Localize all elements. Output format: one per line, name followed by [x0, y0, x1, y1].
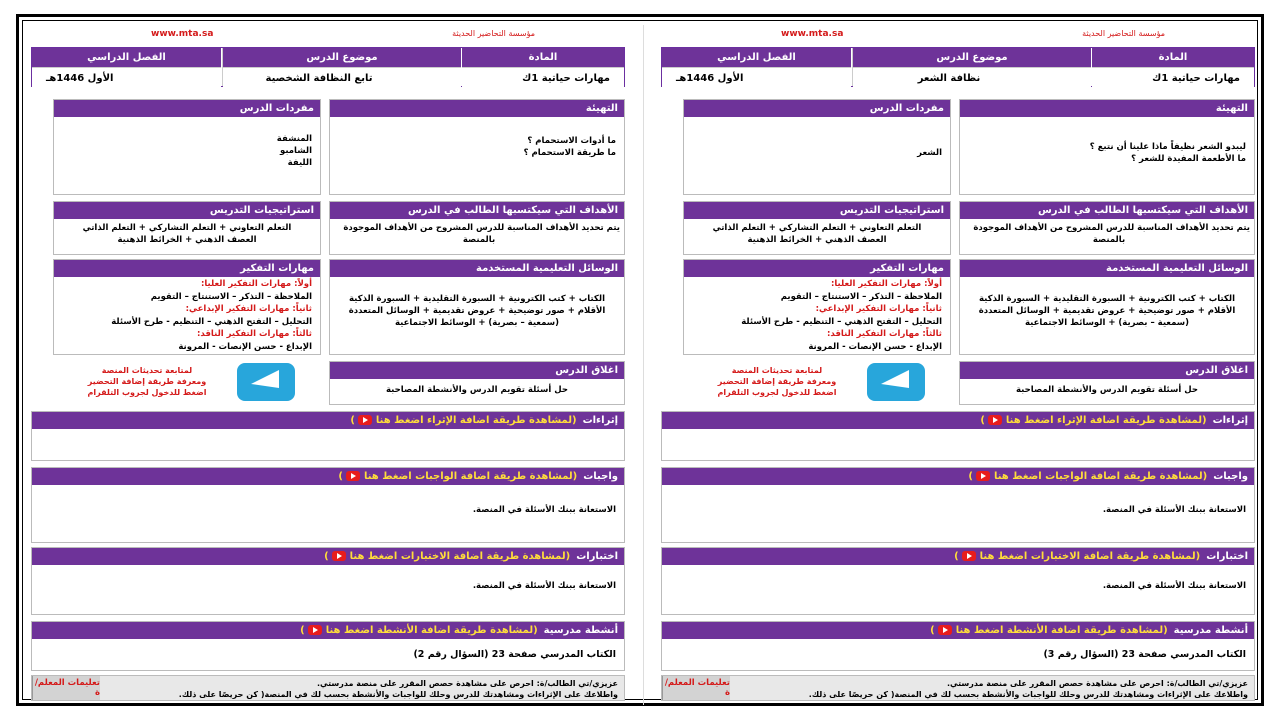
header-table — [661, 47, 1255, 87]
thinking-list-1: الملاحظة – التذكر – الاستنتاج – التقويم — [150, 291, 312, 302]
thinking-title: مهارات التفكير — [684, 260, 950, 277]
strategies-line-2: العصف الذهني + الخرائط الذهنية — [117, 235, 257, 245]
thinking-list-3: الإبداع - حسن الإنصات - المرونة — [808, 341, 942, 352]
lesson-page-1 — [661, 27, 1255, 701]
youtube-icon — [308, 625, 322, 635]
thinking-list-2: التحليل – التفتح الذهني – التنظيم - طرح الأسئلة — [741, 316, 942, 327]
subject-value: مهارات حياتية 1ك — [1092, 67, 1254, 88]
goals-box — [329, 201, 625, 255]
thinking-heading-2: ثانياً: مهارات التفكير الإبداعي: — [815, 304, 942, 314]
vocab-item: الليفة — [287, 158, 312, 168]
tests-section — [661, 547, 1255, 615]
subject-header: المادة — [462, 48, 624, 67]
goals-line-1: يتم تحديد الأهداف المناسبة للدرس المشروح من الأهداف الموجودة — [343, 223, 620, 233]
tools-line-3: (سمعية – بصرية) + الوسائط الاجتماعية — [1024, 318, 1190, 328]
document-inner-border — [22, 20, 1258, 700]
closing-box — [959, 361, 1255, 405]
tests-title: اختبارات — [576, 551, 618, 562]
thinking-list-2: التحليل – التفتح الذهني – التنظيم - طرح الأسئلة — [111, 316, 312, 327]
topic-header: موضوع الدرس — [223, 48, 461, 67]
closing-title: اغلاق الدرس — [960, 362, 1254, 379]
notes-line-1: عزيزي/تي الطالب/ة: احرص على مشاهدة حصص المقرر على منصة مدرستي. — [317, 679, 618, 688]
youtube-icon — [332, 551, 346, 561]
tests-section — [31, 547, 625, 615]
topic-header: موضوع الدرس — [853, 48, 1091, 67]
tools-box — [329, 259, 625, 355]
lesson-page-2 — [31, 27, 625, 701]
closing-text: حل أسئلة تقويم الدرس والأنشطة المصاحبة — [386, 385, 568, 395]
institution-name: مؤسسة التحاضير الحديثة — [452, 29, 535, 38]
term-header: الفصل الدراسي — [662, 48, 851, 67]
warmup-box — [329, 99, 625, 195]
activities-text: الكتاب المدرسي صفحة 23 (السؤال رقم 2) — [413, 649, 616, 660]
teacher-notes — [661, 675, 1255, 701]
activities-link[interactable]: (لمشاهدة طريقة اضافة الأنشطة اضغط هنا ) — [300, 625, 538, 636]
thinking-heading-1: أولاً: مهارات التفكير العليا: — [830, 279, 942, 289]
warmup-q1: ما أدوات الاستحمام ؟ — [527, 136, 616, 146]
youtube-icon — [346, 471, 360, 481]
vocab-box — [53, 99, 321, 195]
telegram-icon[interactable] — [237, 363, 295, 401]
teacher-notes-label: تعليمات المعلم/ة — [32, 676, 100, 700]
enrich-link[interactable]: (لمشاهدة طريقة اضافة الإثراء اضغط هنا ) — [350, 415, 577, 426]
goals-line-2: بالمنصة — [1092, 235, 1126, 245]
tests-title: اختبارات — [1206, 551, 1248, 562]
youtube-icon — [358, 415, 372, 425]
telegram-icon[interactable] — [867, 363, 925, 401]
telegram-line-3: اضغط للدخول لجروب التلقرام — [87, 388, 207, 397]
goals-title: الأهداف التي سيكتسبها الطالب في الدرس — [330, 202, 624, 219]
vocab-title: مفردات الدرس — [54, 100, 320, 117]
enrich-title: إثراءات — [1212, 415, 1248, 426]
teacher-notes-label: تعليمات المعلم/ة — [662, 676, 730, 700]
homework-text: الاستعانة ببنك الأسئلة في المنصة. — [1102, 505, 1246, 515]
tests-link[interactable]: (لمشاهدة طريقة اضافة الاختبارات اضغط هنا ) — [954, 551, 1201, 562]
vocab-title: مفردات الدرس — [684, 100, 950, 117]
subject-header: المادة — [1092, 48, 1254, 67]
enrich-title: إثراءات — [582, 415, 618, 426]
homework-text: الاستعانة ببنك الأسئلة في المنصة. — [472, 505, 616, 515]
homework-section — [661, 467, 1255, 543]
warmup-box — [959, 99, 1255, 195]
document-frame — [16, 14, 1264, 706]
warmup-title: التهيئة — [960, 100, 1254, 117]
strategies-line-1: التعلم التعاوني + التعلم التشاركي + التعلم الذاتي — [712, 223, 922, 233]
tests-text: الاستعانة ببنك الأسئلة في المنصة. — [1102, 581, 1246, 591]
tools-box — [959, 259, 1255, 355]
telegram-line-2: ومعرفة طريقة إضافة التحضير — [87, 377, 207, 386]
youtube-icon — [976, 471, 990, 481]
notes-line-1: عزيزي/تي الطالب/ة: احرص على مشاهدة حصص المقرر على منصة مدرستي. — [947, 679, 1248, 688]
tools-line-1: الكتاب + كتب الكترونية + السبورة التقليدية + السبورة الذكية — [979, 294, 1235, 304]
goals-line-2: بالمنصة — [462, 235, 496, 245]
telegram-promo[interactable] — [67, 365, 227, 398]
topic-value: نظافة الشعر — [853, 67, 1091, 88]
term-header: الفصل الدراسي — [32, 48, 221, 67]
tools-title: الوسائل التعليمية المستخدمة — [330, 260, 624, 277]
strategies-title: استراتيجيات التدريس — [684, 202, 950, 219]
telegram-line-1: لمتابعة تحديثات المنصة — [731, 366, 823, 375]
activities-link[interactable]: (لمشاهدة طريقة اضافة الأنشطة اضغط هنا ) — [930, 625, 1168, 636]
tools-line-1: الكتاب + كتب الكترونية + السبورة التقليدية + السبورة الذكية — [349, 294, 605, 304]
telegram-line-2: ومعرفة طريقة إضافة التحضير — [717, 377, 837, 386]
thinking-heading-2: ثانياً: مهارات التفكير الإبداعي: — [185, 304, 312, 314]
thinking-box — [683, 259, 951, 355]
thinking-title: مهارات التفكير — [54, 260, 320, 277]
telegram-promo[interactable] — [697, 365, 857, 398]
youtube-icon — [988, 415, 1002, 425]
activities-section — [31, 621, 625, 671]
header-table — [31, 47, 625, 87]
tools-title: الوسائل التعليمية المستخدمة — [960, 260, 1254, 277]
thinking-box — [53, 259, 321, 355]
enrich-section — [661, 411, 1255, 461]
homework-section — [31, 467, 625, 543]
homework-link[interactable]: (لمشاهدة طريقة اضافة الواجبات اضغط هنا ) — [968, 471, 1208, 482]
strategies-line-2: العصف الذهني + الخرائط الذهنية — [747, 235, 887, 245]
tests-text: الاستعانة ببنك الأسئلة في المنصة. — [472, 581, 616, 591]
activities-text: الكتاب المدرسي صفحة 23 (السؤال رقم 3) — [1043, 649, 1246, 660]
homework-title: واجبات — [1213, 471, 1248, 482]
topic-value: تابع النظافة الشخصية — [223, 67, 461, 88]
homework-link[interactable]: (لمشاهدة طريقة اضافة الواجبات اضغط هنا ) — [338, 471, 578, 482]
institution-name: مؤسسة التحاضير الحديثة — [1082, 29, 1165, 38]
youtube-icon — [962, 551, 976, 561]
tools-line-2: الأقلام + صور توضيحية + عروض تقديمية + الوسائل المتعددة — [348, 306, 606, 316]
homework-title: واجبات — [583, 471, 618, 482]
vocab-box — [683, 99, 951, 195]
thinking-heading-3: ثالثاً: مهارات التفكير الناقد: — [197, 329, 312, 339]
teacher-notes — [31, 675, 625, 701]
warmup-q1: ليبدو الشعر نظيفاً ماذا علينا أن نتبع ؟ — [1089, 142, 1246, 152]
tools-line-3: (سمعية – بصرية) + الوسائط الاجتماعية — [394, 318, 560, 328]
thinking-heading-3: ثالثاً: مهارات التفكير الناقد: — [827, 329, 942, 339]
site-url[interactable]: www.mta.sa — [151, 29, 214, 39]
notes-line-2: واطلاعك على الإثراءات ومشاهدتك للدرس وحلك للواجبات والأنشطة بحسب لك في المنصة( كن حريصًا على ذلك. — [178, 690, 618, 699]
thinking-list-1: الملاحظة – التذكر – الاستنتاج – التقويم — [780, 291, 942, 302]
closing-box — [329, 361, 625, 405]
term-value: الأول 1446هـ — [662, 67, 851, 88]
telegram-line-1: لمتابعة تحديثات المنصة — [101, 366, 193, 375]
subject-value: مهارات حياتية 1ك — [462, 67, 624, 88]
thinking-list-3: الإبداع - حسن الإنصات - المرونة — [178, 341, 312, 352]
closing-text: حل أسئلة تقويم الدرس والأنشطة المصاحبة — [1016, 385, 1198, 395]
telegram-line-3: اضغط للدخول لجروب التلقرام — [717, 388, 837, 397]
enrich-section — [31, 411, 625, 461]
enrich-link[interactable]: (لمشاهدة طريقة اضافة الإثراء اضغط هنا ) — [980, 415, 1207, 426]
strategies-box — [53, 201, 321, 255]
term-value: الأول 1446هـ — [32, 67, 221, 88]
strategies-title: استراتيجيات التدريس — [54, 202, 320, 219]
goals-line-1: يتم تحديد الأهداف المناسبة للدرس المشروح من الأهداف الموجودة — [973, 223, 1250, 233]
tests-link[interactable]: (لمشاهدة طريقة اضافة الاختبارات اضغط هنا ) — [324, 551, 571, 562]
goals-title: الأهداف التي سيكتسبها الطالب في الدرس — [960, 202, 1254, 219]
notes-line-2: واطلاعك على الإثراءات ومشاهدتك للدرس وحلك للواجبات والأنشطة بحسب لك في المنصة( كن حريصًا على ذلك. — [808, 690, 1248, 699]
youtube-icon — [938, 625, 952, 635]
vocab-item: الشعر — [917, 148, 942, 158]
vocab-item: الشامبو — [279, 146, 312, 156]
activities-title: أنشطة مدرسية — [1173, 625, 1248, 636]
thinking-heading-1: أولاً: مهارات التفكير العليا: — [200, 279, 312, 289]
activities-title: أنشطة مدرسية — [543, 625, 618, 636]
warmup-q2: ما الأطعمة المفيدة للشعر ؟ — [1131, 154, 1246, 164]
tools-line-2: الأقلام + صور توضيحية + عروض تقديمية + الوسائل المتعددة — [978, 306, 1236, 316]
vocab-item: المنشفة — [276, 134, 312, 144]
goals-box — [959, 201, 1255, 255]
warmup-q2: ما طريقة الاستحمام ؟ — [523, 148, 616, 158]
page-divider — [643, 25, 644, 705]
site-url[interactable]: www.mta.sa — [781, 29, 844, 39]
strategies-box — [683, 201, 951, 255]
warmup-title: التهيئة — [330, 100, 624, 117]
activities-section — [661, 621, 1255, 671]
closing-title: اغلاق الدرس — [330, 362, 624, 379]
strategies-line-1: التعلم التعاوني + التعلم التشاركي + التعلم الذاتي — [82, 223, 292, 233]
